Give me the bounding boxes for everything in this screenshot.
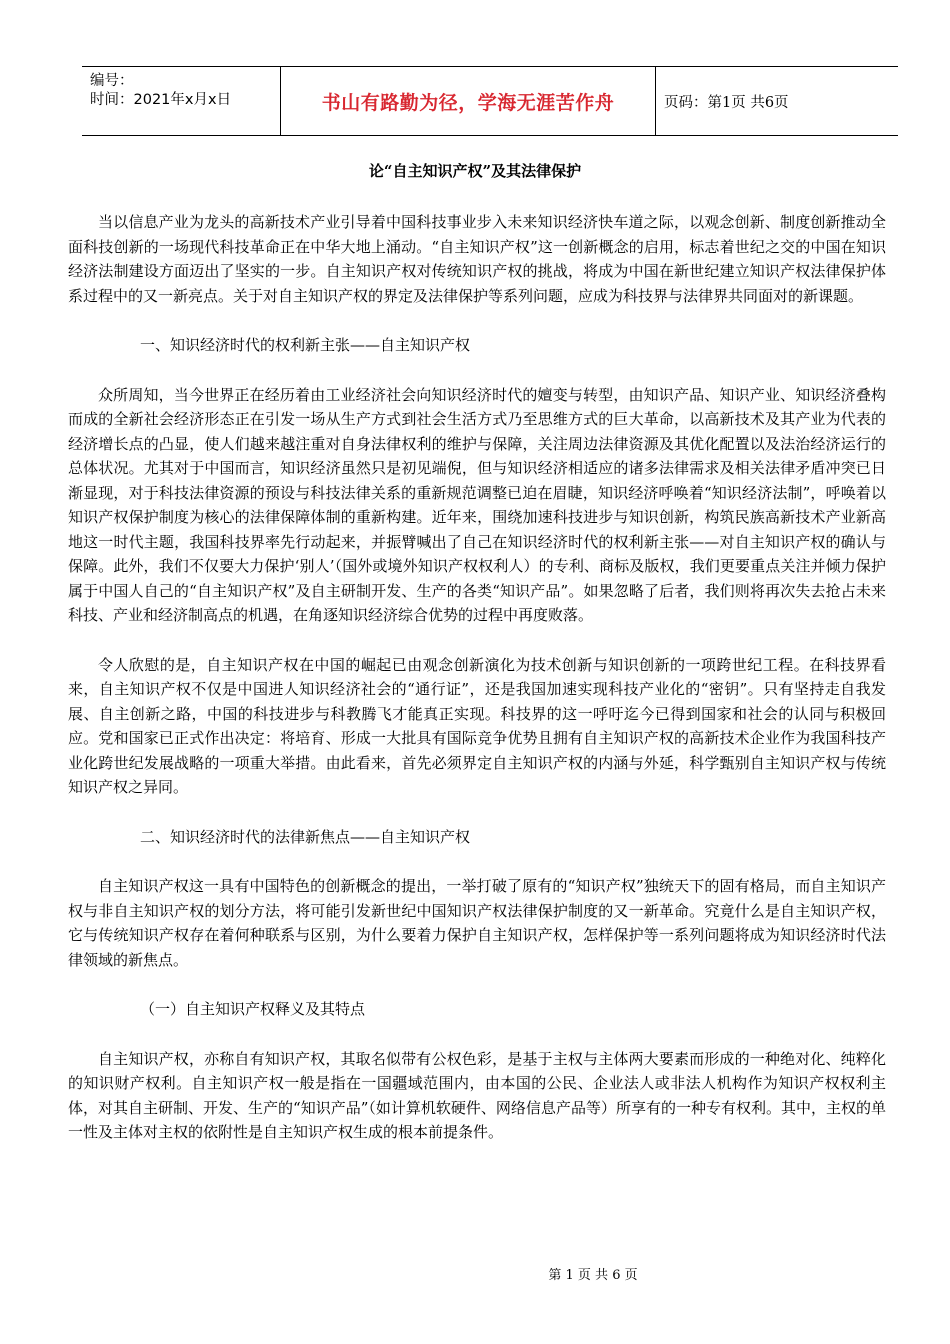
document-body — [68, 210, 886, 1170]
page-footer: 第 1 页 共 6 页 — [548, 1268, 638, 1283]
body-paragraph: 自主知识产权，亦称自有知识产权，其取名似带有公权色彩，是基于主权与主体两大要素而形成的一种绝对化、纯粹化的知识财产权利。自主知识产权一般是指在一国疆域范围内，由本国的公民、企业法人或非法人机构作为知识产权权利主体，对其自主研制、开发、生产的“知识产品”（如计算机软硬件、网络信息产品等）所享有的一种专有权利。其中，主权的单一性及主体对主权的依附性是自主知识产权生成的根本前提条件。 — [68, 1049, 886, 1141]
body-paragraph: 当以信息产业为龙头的高新技术产业引导着中国科技事业步入未来知识经济快车道之际，以观念创新、制度创新推动全面科技创新的一场现代科技革命正在中华大地上涌动。“自主知识产权”这一创新概念的启用，标志着世纪之交的中国在知识经济法制建设方面迈出了坚实的一步。自主知识产权对传统知识产权的挑战，将成为中国在新世纪建立知识产权法律保护体系过程中的又一新亮点。关于对自主知识产权的界定及法律保护等系列问题，应成为科技界与法律界共同面对的新课题。 — [68, 213, 886, 305]
header-page-info: 页码：第1页 共6页 — [664, 94, 789, 111]
header-table — [82, 66, 898, 136]
header-motto: 书山有路勤为径，学海无涯苦作舟 — [321, 91, 615, 114]
section-heading: 一、知识经济时代的权利新主张——自主知识产权 — [140, 336, 471, 354]
subsection-heading: （一）自主知识产权释义及其特点 — [140, 1000, 366, 1018]
document-title: 论“自主知识产权”及其法律保护 — [368, 162, 582, 180]
header-page-cell — [656, 67, 898, 135]
section-heading: 二、知识经济时代的法律新焦点——自主知识产权 — [140, 827, 471, 846]
document-number-label: 编号： — [90, 73, 134, 89]
body-paragraph: 自主知识产权这一具有中国特色的创新概念的提出，一举打破了原有的“知识产权”独统天下的固有格局，而自主知识产权与非自主知识产权的划分方法，将可能引发新世纪中国知识产权法律保护制度的又一新革命。究竟什么是自主知识产权，它与传统知识产权存在着何种联系与区别，为什么要着力保护自主知识产权，怎样保护等一系列问题将成为知识经济时代法律领域的新焦点。 — [68, 877, 886, 969]
header-motto-cell — [281, 67, 656, 135]
document-date-label: 时间：2021年x月x日 — [90, 92, 232, 108]
body-paragraph: 令人欣慰的是，自主知识产权在中国的崛起已由观念创新演化为技术创新与知识创新的一项跨世纪工程。在科技界看来，自主知识产权不仅是中国进人知识经济社会的“通行证”，还是我国加速实现科技产业化的“密钥”。只有坚持走自我发展、自主创新之路，中国的科技进步与科教腾飞才能真正实现。科技界的这一呼吁迄今已得到国家和社会的认同与积极回应。党和国家已正式作出决定：将培育、形成一大批具有国际竞争优势且拥有自主知识产权的高新技术企业作为我国科技产业化跨世纪发展战略的一项重大举措。由此看来，首先必须界定自主知识产权的内涵与外延，科学甄别自主知识产权与传统知识产权之异同。 — [68, 655, 886, 796]
header-meta-cell — [82, 67, 281, 135]
body-paragraph: 众所周知，当今世界正在经历着由工业经济社会向知识经济时代的嬗变与转型，由知识产品、知识产业、知识经济叠构而成的全新社会经济形态正在引发一场从生产方式到社会生活方式乃至思维方式的巨大革命，以高新技术及其产业为代表的经济增长点的凸显，使人们越来越注重对自身法律权利的维护与保障，关注周边法律资源及其优化配置以及法治经济运行的总体状况。尤其对于中国而言，知识经济虽然只是初见端倪，但与知识经济相适应的诸多法律需求及相关法律矛盾冲突已日渐显现，对于科技法律资源的预设与科技法律关系的重新规范调整已迫在眉睫，知识经济呼唤着“知识经济法制”，呼唤着以知识产权保护制度为核心的法律保障体制的重新构建。近年来，围绕加速科技进步与知识创新，构筑民族高新技术产业新高地这一时代主题，我国科技界率先行动起来，并振臂喊出了自己在知识经济时代的权利新主张——对自主知识产权的确认与保障。此外，我们不仅要大力保护‘别人’（国外或境外知识产权权利人）的专利、商标及版权，我们更要重点关注并倾力保护属于中国人自己的“自主知识产权”及自主研制开发、生产的各类“知识产品”。如果忽略了后者，我们则将再次失去抢占未来科技、产业和经济制高点的机遇，在角逐知识经济综合优势的过程中再度败落。 — [68, 385, 886, 624]
